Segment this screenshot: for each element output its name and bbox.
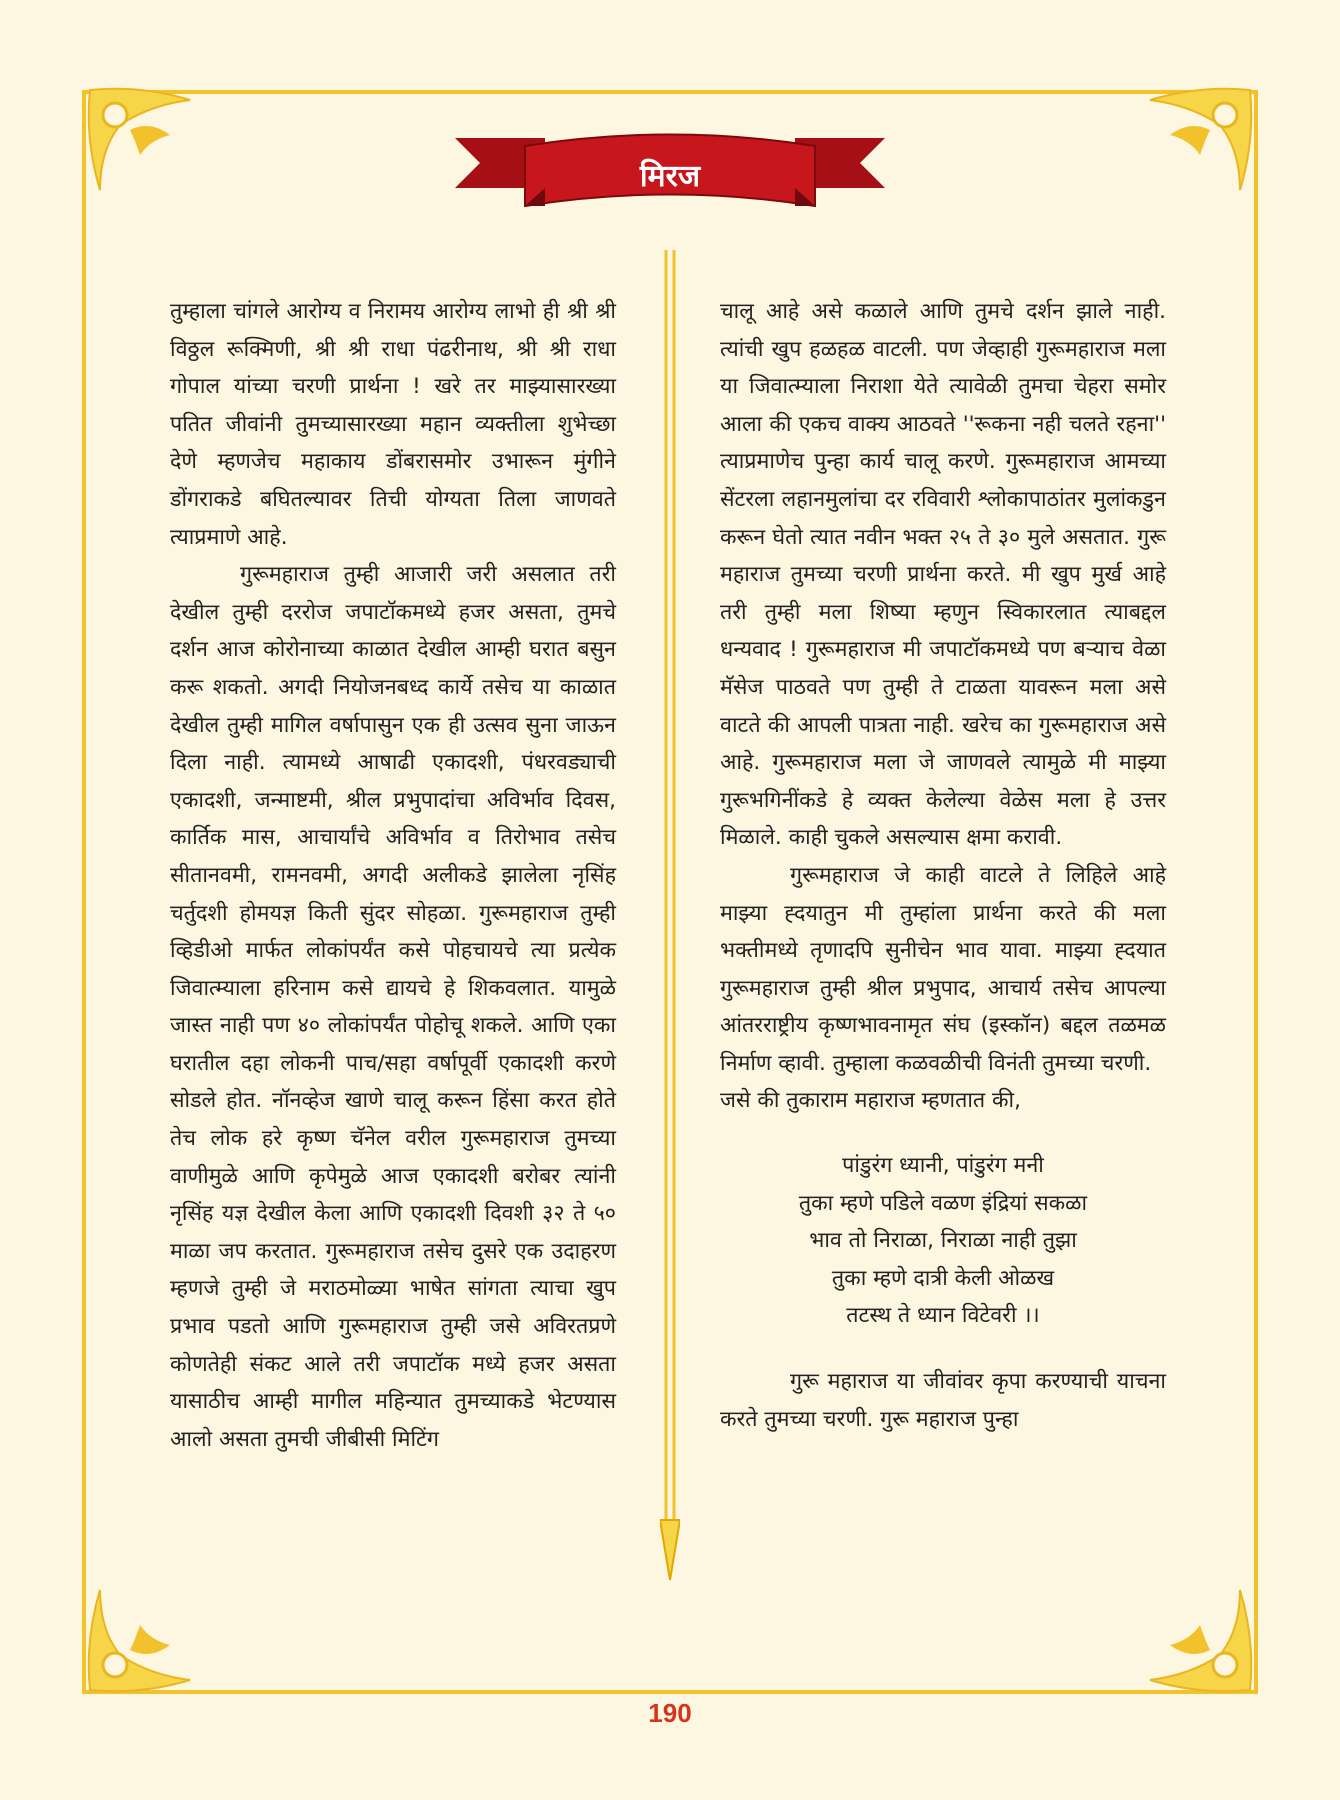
- left-paragraph-1: तुम्हाला चांगले आरोग्य व निरामय आरोग्य लाभो ही श्री श्री विठ्ठल रूक्मिणी, श्री श्री राधा पंढरीनाथ, श्री श्री राधा गोपाल यांच्या चरणी प्रार्थना ! खरे तर माझ्यासारख्या पतित जीवांनी तुमच्यासारख्या महान व्यक्तीला शुभेच्छा देणे म्हणजेच महाकाय डोंबरासमोर उभारून मुंगीने डोंगराकडे बघितल्यावर तिची योग्यता तिला जाणवते त्याप्रमाणे आहे.: [170, 299, 616, 550]
- poem-line: तटस्थ ते ध्यान विटेवरी ।।: [846, 1303, 1040, 1329]
- corner-ornament-bottom-left: [80, 1580, 200, 1700]
- left-paragraph-2: गुरूमहाराज तुम्ही आजारी जरी असलात तरी देखील तुम्ही दररोज जपाटॉकमध्ये हजर असता, तुमचे दर्शन आज कोरोनाच्या काळात देखील आम्ही घरात बसुन करू शकतो. अगदी नियोजनबध्द कार्ये तसेच या काळात देखील तुम्ही मागिल वर्षापासुन एक ही उत्सव सुना जाऊन दिला नाही. त्यामध्ये आषाढी एकादशी, पंधरवड्याची एकादशी, जन्माष्टमी, श्रील प्रभुपादांचा अविर्भाव दिवस, कार्तिक मास, आचार्यांचे अविर्भाव व तिरोभाव तसेच सीतानवमी, रामनवमी, अगदी अलीकडे झालेला नृसिंह चर्तुदशी होमयज्ञ किती सुंदर सोहळा. गुरूमहाराज तुम्ही व्हिडीओ मार्फत लोकांपर्यंत कसे पोहचायचे त्या प्रत्येक जिवात्म्याला हरिनाम कसे द्यायचे हे शिकवलात. यामुळे जास्त नाही पण ४० लोकांपर्यंत पोहोचू शकले. आणि एका घरातील दहा लोकनी पाच/सहा वर्षापूर्वी एकादशी करणे सोडले होत. नॉनव्हेज खाणे चालू करून हिंसा करत होते तेच लोक हरे कृष्ण चॅनेल वरील गुरूमहाराज तुमच्या वाणीमुळे आणि कृपेमुळे आज एकादशी बरोबर त्यांनी नृसिंह यज्ञ देखील केला आणि एकादशी दिवशी ३२ ते ५० माळा जप करतात. गुरूमहाराज तसेच दुसरे एक उदाहरण म्हणजे तुम्ही जे मराठमोळ्या भाषेत सांगता त्याचा खुप प्रभाव पडतो आणि गुरूमहाराज तुम्ही जसे अविरतप्रणे कोणतेही संकट आले तरी जपाटॉक मध्ये हजर असता यासाठीच आम्ही मागील महिन्यात तुमच्याकडे भेटण्यास आलो असता तुमची जीबीसी मिटिंग: [170, 562, 616, 1452]
- left-column: [170, 293, 616, 1458]
- corner-ornament-top-right: [1140, 80, 1260, 200]
- poem-line: भाव तो निराळा, निराळा नाही तुझा: [809, 1228, 1077, 1254]
- right-column: [720, 293, 1166, 1438]
- right-paragraph-2: गुरूमहाराज जे काही वाटले ते लिहिले आहे माझ्या ह्दयातुन मी तुम्हांला प्रार्थना करते की मला भक्तीमध्ये तृणादपि सुनीचेन भाव यावा. माझ्या ह्दयात गुरूमहाराज तुम्ही श्रील प्रभुपाद, आचार्य तसेच आपल्या आंतरराष्ट्रीय कृष्णभावनामृत संघ (इस्कॉन) बद्दल तळमळ निर्माण व्हावी. तुम्हाला कळवळीची विनंती तुमच्या चरणी.: [720, 862, 1166, 1076]
- corner-ornament-top-left: [80, 80, 200, 200]
- right-paragraph-1: चालू आहे असे कळाले आणि तुमचे दर्शन झाले नाही. त्यांची खुप हळहळ वाटली. पण जेव्हाही गुरूमहाराज मला या जिवात्म्याला निराशा येते त्यावेळी तुमचा चेहरा समोर आला की एकच वाक्य आठवते ''रूकना नही चलते रहना'' त्याप्रमाणेच पुन्हा कार्य चालू करणे. गुरूमहाराज आमच्या सेंटरला लहानमुलांचा दर रविवारी श्लोकापाठांतर मुलांकडुन करून घेतो त्यात नवीन भक्त २५ ते ३० मुले असतात. गुरू महाराज तुमच्या चरणी प्रार्थना करते. मी खुप मुर्ख आहे तरी तुम्ही मला शिष्या म्हणुन स्विकारलात त्याबद्दल धन्यवाद ! गुरूमहाराज मी जपाटॉकमध्ये पण बऱ्याच वेळा मॅसेज पाठवते पण तुम्ही ते टाळता यावरून मला असे वाटते की आपली पात्रता नाही. खरेच का गुरूमहाराज असे आहे. गुरूमहाराज मला जे जाणवले त्यामुळे मी माझ्या गुरूभगिनींकडे हे व्यक्त केलेल्या वेळेस मला हे उत्तर मिळाले. काही चुकले असल्यास क्षमा करावी.: [720, 299, 1166, 851]
- poem-line: पांडुरंग ध्यानी, पांडुरंग मनी: [842, 1153, 1044, 1179]
- poem: [720, 1147, 1166, 1335]
- page-number: 190: [648, 1698, 692, 1728]
- title-ribbon: [455, 128, 885, 228]
- page-title: मिरज: [639, 159, 701, 194]
- corner-ornament-bottom-right: [1140, 1580, 1260, 1700]
- poem-line: तुका म्हणे दात्री केली ओळख: [831, 1265, 1055, 1291]
- right-paragraph-4: गुरू महाराज या जीवांवर कृपा करण्याची याचना करते तुमच्या चरणी. गुरू महाराज पुन्हा: [720, 1369, 1166, 1432]
- column-divider: [660, 250, 680, 1600]
- poem-line: तुका म्हणे पडिले वळण इंद्रियां सकळा: [798, 1190, 1088, 1216]
- right-paragraph-3: जसे की तुकाराम महाराज म्हणतात की,: [720, 1088, 1021, 1114]
